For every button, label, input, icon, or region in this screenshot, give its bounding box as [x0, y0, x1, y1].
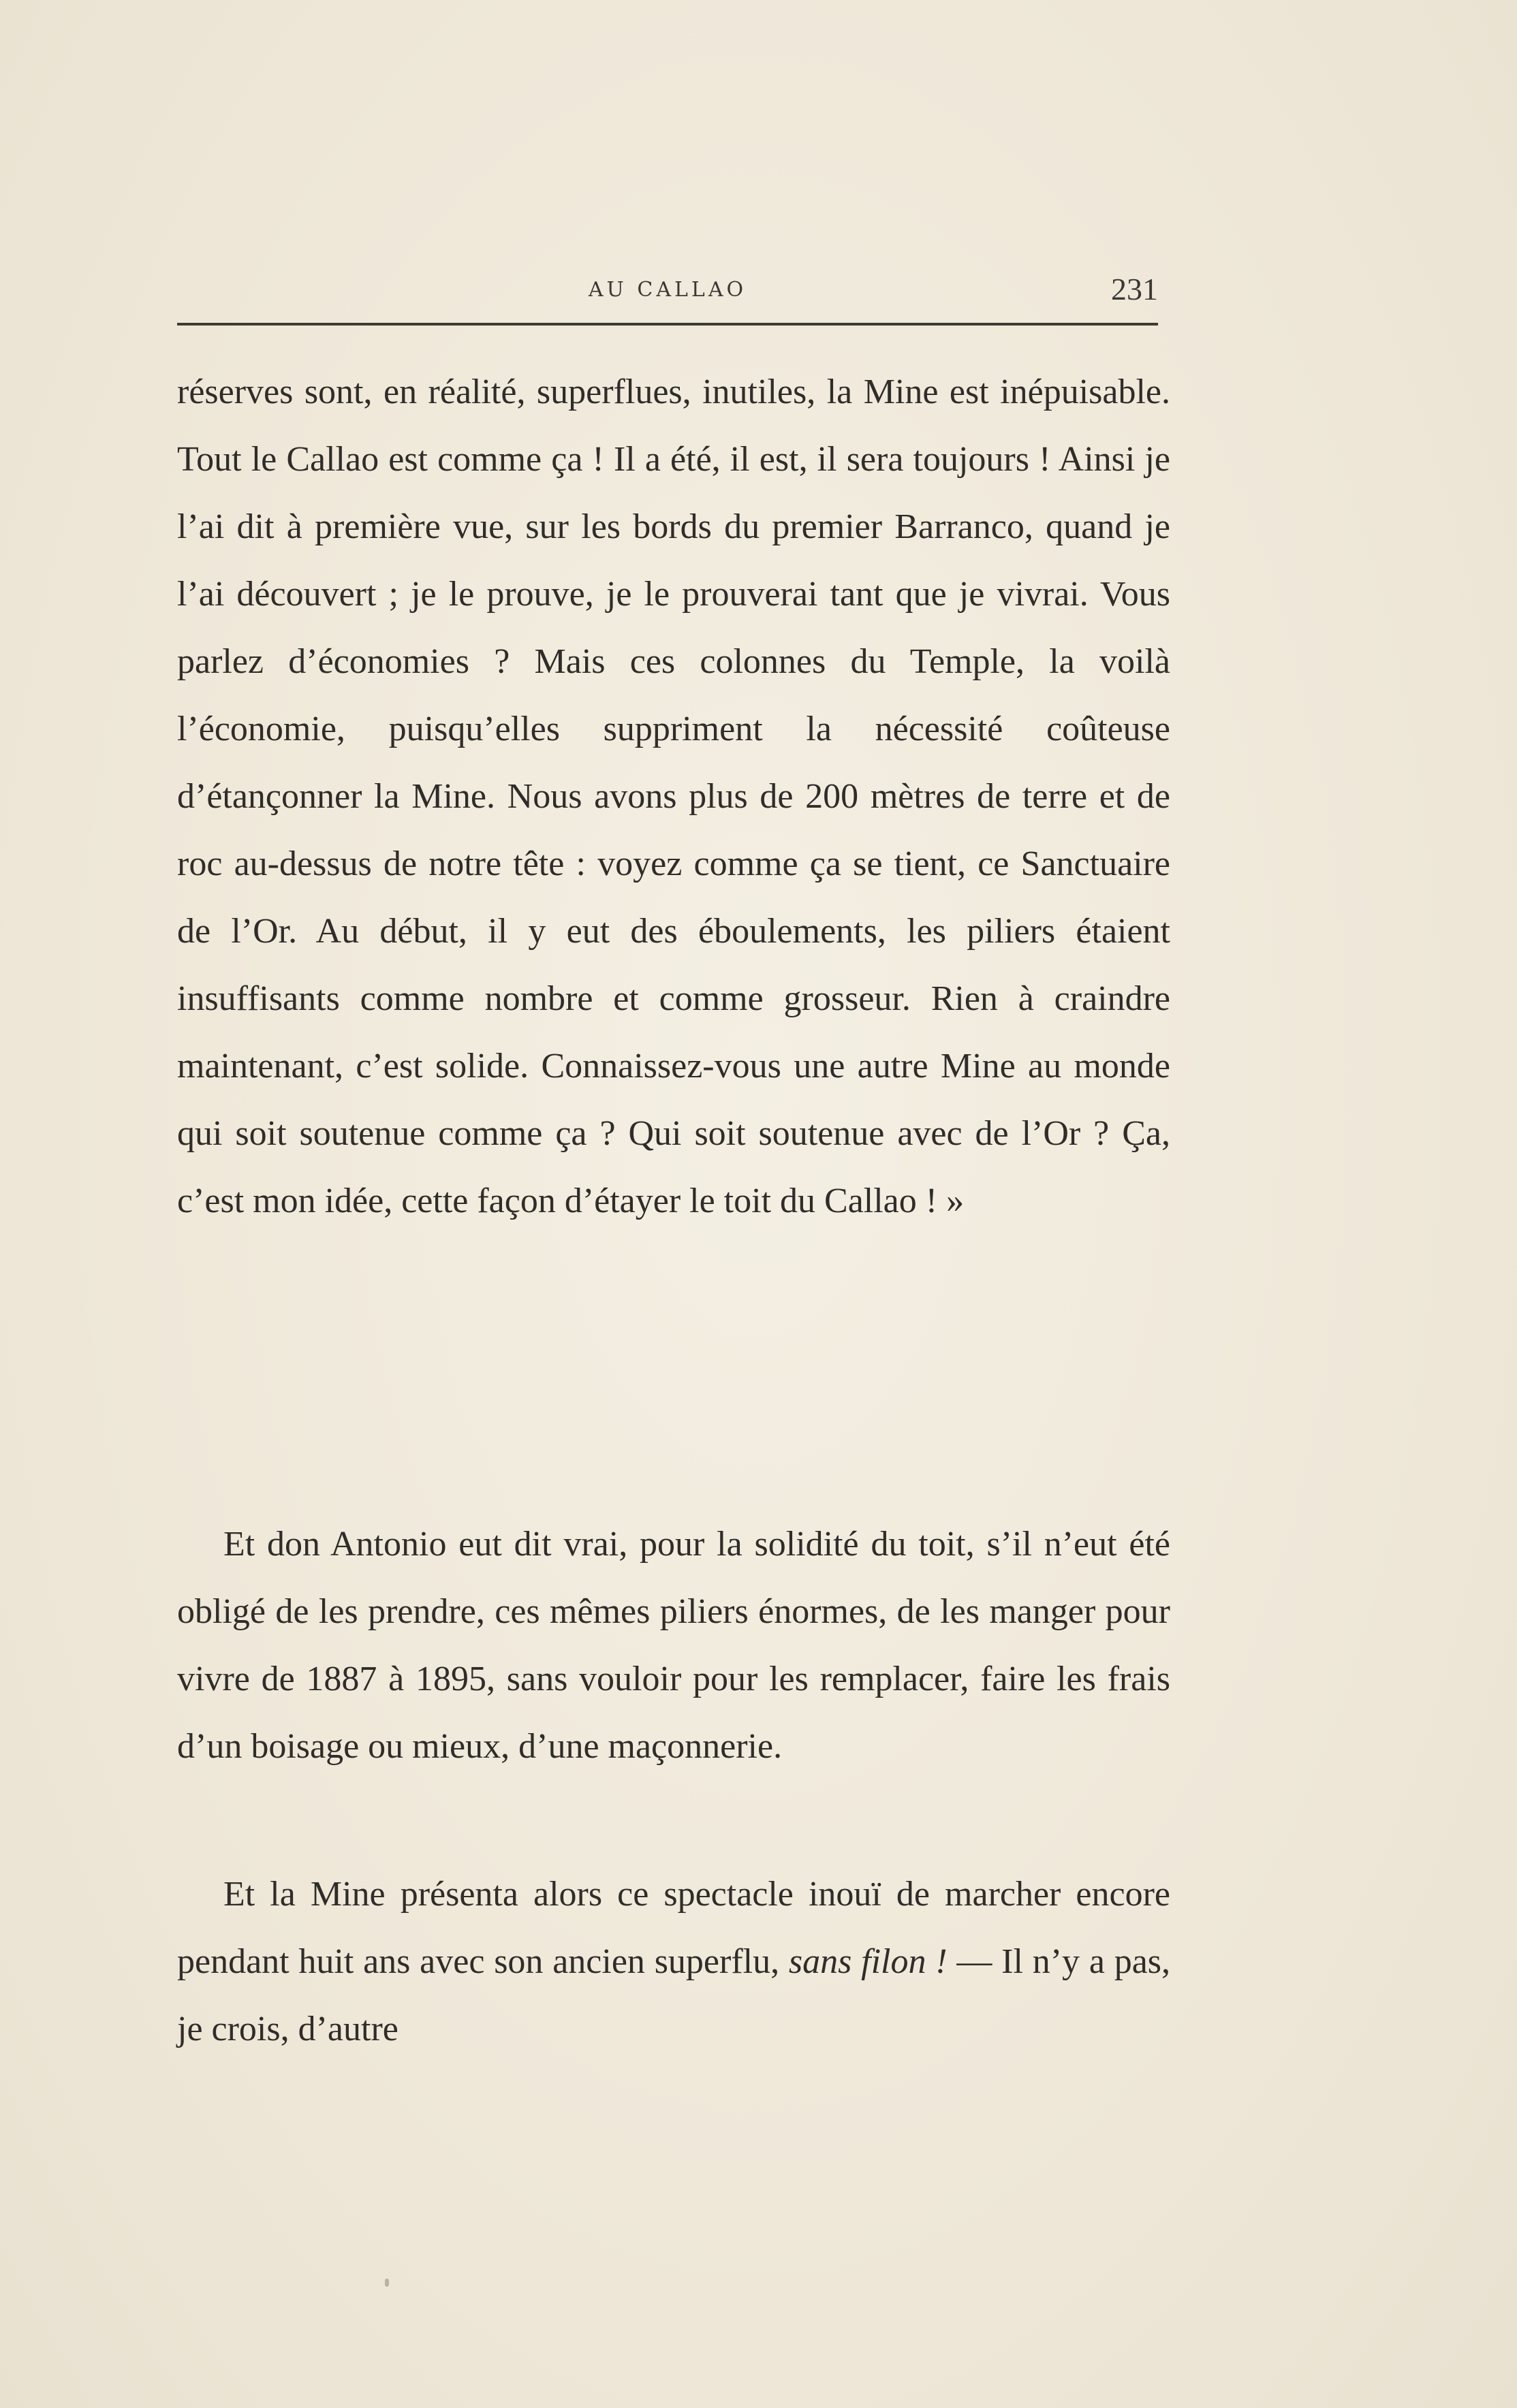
page-header — [177, 271, 1158, 312]
paragraph-1-text: réserves sont, en réalité, superflues, inutiles, la Mine est inépuisable. Tout le Callao est comme ça ! Il a été, il est, il sera toujours ! Ainsi je l’ai dit à première vue, sur les bords du premier Barranco, quand je l’ai découvert ; je le prouve, je le prouverai tant que je vivrai. Vous parlez d’économies ? Mais ces colonnes du Temple, la voilà l’économie, puisqu’elles suppriment la nécessité coûteuse d’étançonner la Mine. Nous avons plus de 200 mètres de terre et de roc au-dessus de notre tête : voyez comme ça se tient, ce Sanctuaire de l’Or. Au début, il y eut des éboulements, les piliers étaient insuffisants comme nombre et comme grosseur. Rien à craindre maintenant, c’est solide. Connaissez-vous une autre Mine au monde qui soit soutenue comme ça ? Qui soit soutenue avec de l’Or ? Ça, c’est mon idée, cette façon d’étayer le toit du Callao ! » — [177, 373, 1170, 1220]
paragraph-continued — [177, 358, 1170, 1235]
running-title: AU CALLAO — [588, 278, 747, 302]
paper-blemish — [385, 2279, 389, 2287]
header-rule — [177, 323, 1158, 326]
page-number: 231 — [1111, 272, 1158, 306]
paragraph-3-text — [177, 1860, 1170, 2063]
paragraph-3-italic: sans filon ! — [788, 1942, 948, 1981]
paragraph-2-text: Et don Antonio eut dit vrai, pour la solidité du toit, s’il n’eut été obligé de les prendre, ces mêmes piliers énormes, de les manger pour vivre de 1887 à 1895, sans vouloir pour les remplacer, faire les frais d’un boisage ou mieux, d’une maçonnerie. — [177, 1525, 1170, 1766]
paragraph-3-end: — Il n’y a pas, je crois, d’autre — [177, 1942, 1171, 2048]
paragraph-2 — [177, 1510, 1170, 1780]
paragraph-3 — [177, 1860, 1170, 2063]
paragraph-3-start: Et la Mine présenta alors ce spectacle inouï de marcher encore pendant huit ans avec son ancien superflu, — [177, 1875, 1170, 1981]
